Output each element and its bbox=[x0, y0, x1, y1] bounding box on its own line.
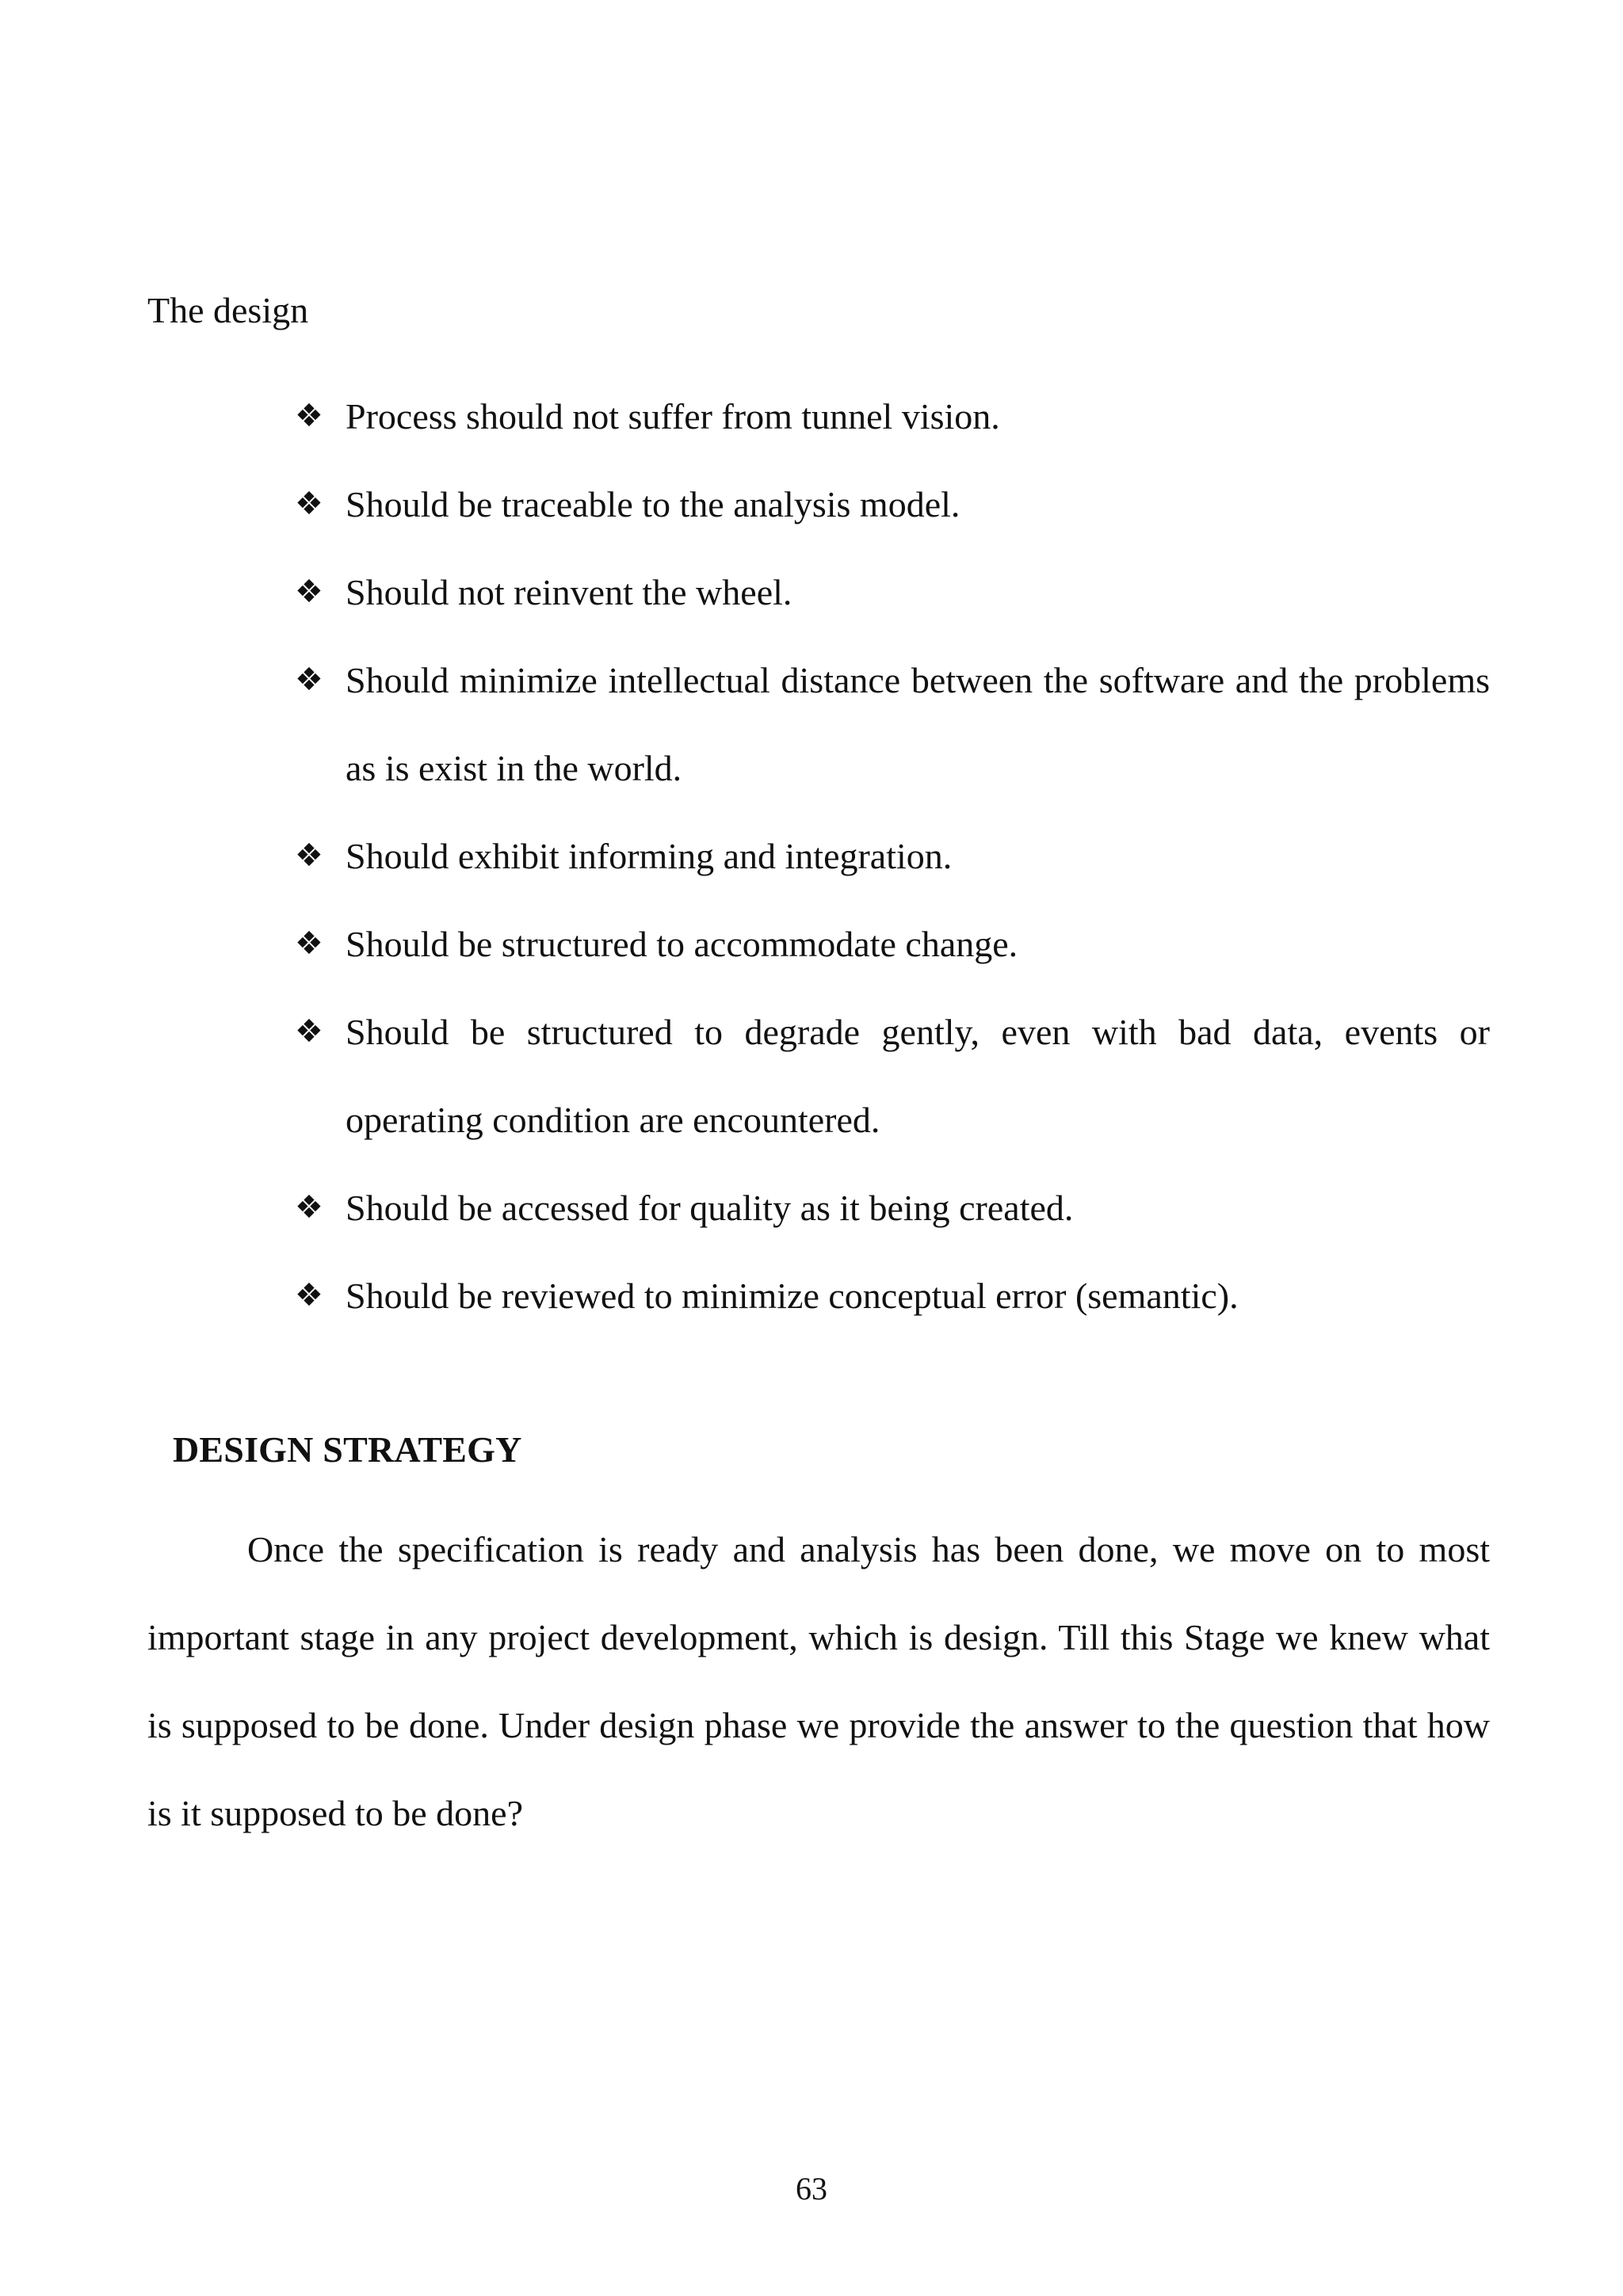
list-item-text: Should be structured to degrade gently, even with bad data, events or operating condition are encountered. bbox=[346, 1012, 1490, 1140]
section-heading: DESIGN STRATEGY bbox=[173, 1429, 522, 1470]
list-item bbox=[295, 548, 1490, 636]
list-item bbox=[295, 812, 1490, 900]
intro-text: The design bbox=[147, 290, 309, 330]
list-item-text: Should be reviewed to minimize conceptual error (semantic). bbox=[346, 1276, 1239, 1316]
list-item bbox=[295, 900, 1490, 988]
list-item bbox=[295, 988, 1490, 1164]
diamond-bullet-icon: ❖ bbox=[295, 398, 323, 434]
diamond-bullet-icon: ❖ bbox=[295, 925, 323, 962]
list-item-text: Should minimize intellectual distance between the software and the problems as is exist in the world. bbox=[346, 660, 1490, 788]
diamond-bullet-icon: ❖ bbox=[295, 662, 323, 698]
diamond-bullet-icon: ❖ bbox=[295, 574, 323, 610]
body-paragraph: Once the specification is ready and analysis has been done, we move on to most important stage in any project development, which is design. Till this Stage we knew what is supposed to be done. Under design phase we provide the answer to the question that how is it supposed to be done? bbox=[147, 1529, 1490, 1833]
list-item-text: Should not reinvent the wheel. bbox=[346, 572, 792, 612]
diamond-bullet-icon: ❖ bbox=[295, 1013, 323, 1050]
list-item-text: Should be structured to accommodate change. bbox=[346, 924, 1018, 964]
list-item bbox=[295, 1252, 1490, 1340]
page-number: 63 bbox=[796, 2171, 827, 2206]
list-item bbox=[295, 372, 1490, 460]
list-item bbox=[295, 1164, 1490, 1252]
diamond-bullet-icon: ❖ bbox=[295, 837, 323, 874]
diamond-bullet-icon: ❖ bbox=[295, 1277, 323, 1314]
list-item-text: Should be accessed for quality as it being created. bbox=[346, 1188, 1074, 1228]
list-item-text: Process should not suffer from tunnel vision. bbox=[346, 396, 1000, 437]
list-item bbox=[295, 460, 1490, 548]
list-item-text: Should exhibit informing and integration. bbox=[346, 836, 953, 876]
diamond-bullet-icon: ❖ bbox=[295, 486, 323, 522]
list-item bbox=[295, 636, 1490, 812]
diamond-bullet-icon: ❖ bbox=[295, 1189, 323, 1226]
design-principles-list bbox=[295, 372, 1490, 1340]
list-item-text: Should be traceable to the analysis model. bbox=[346, 484, 960, 524]
